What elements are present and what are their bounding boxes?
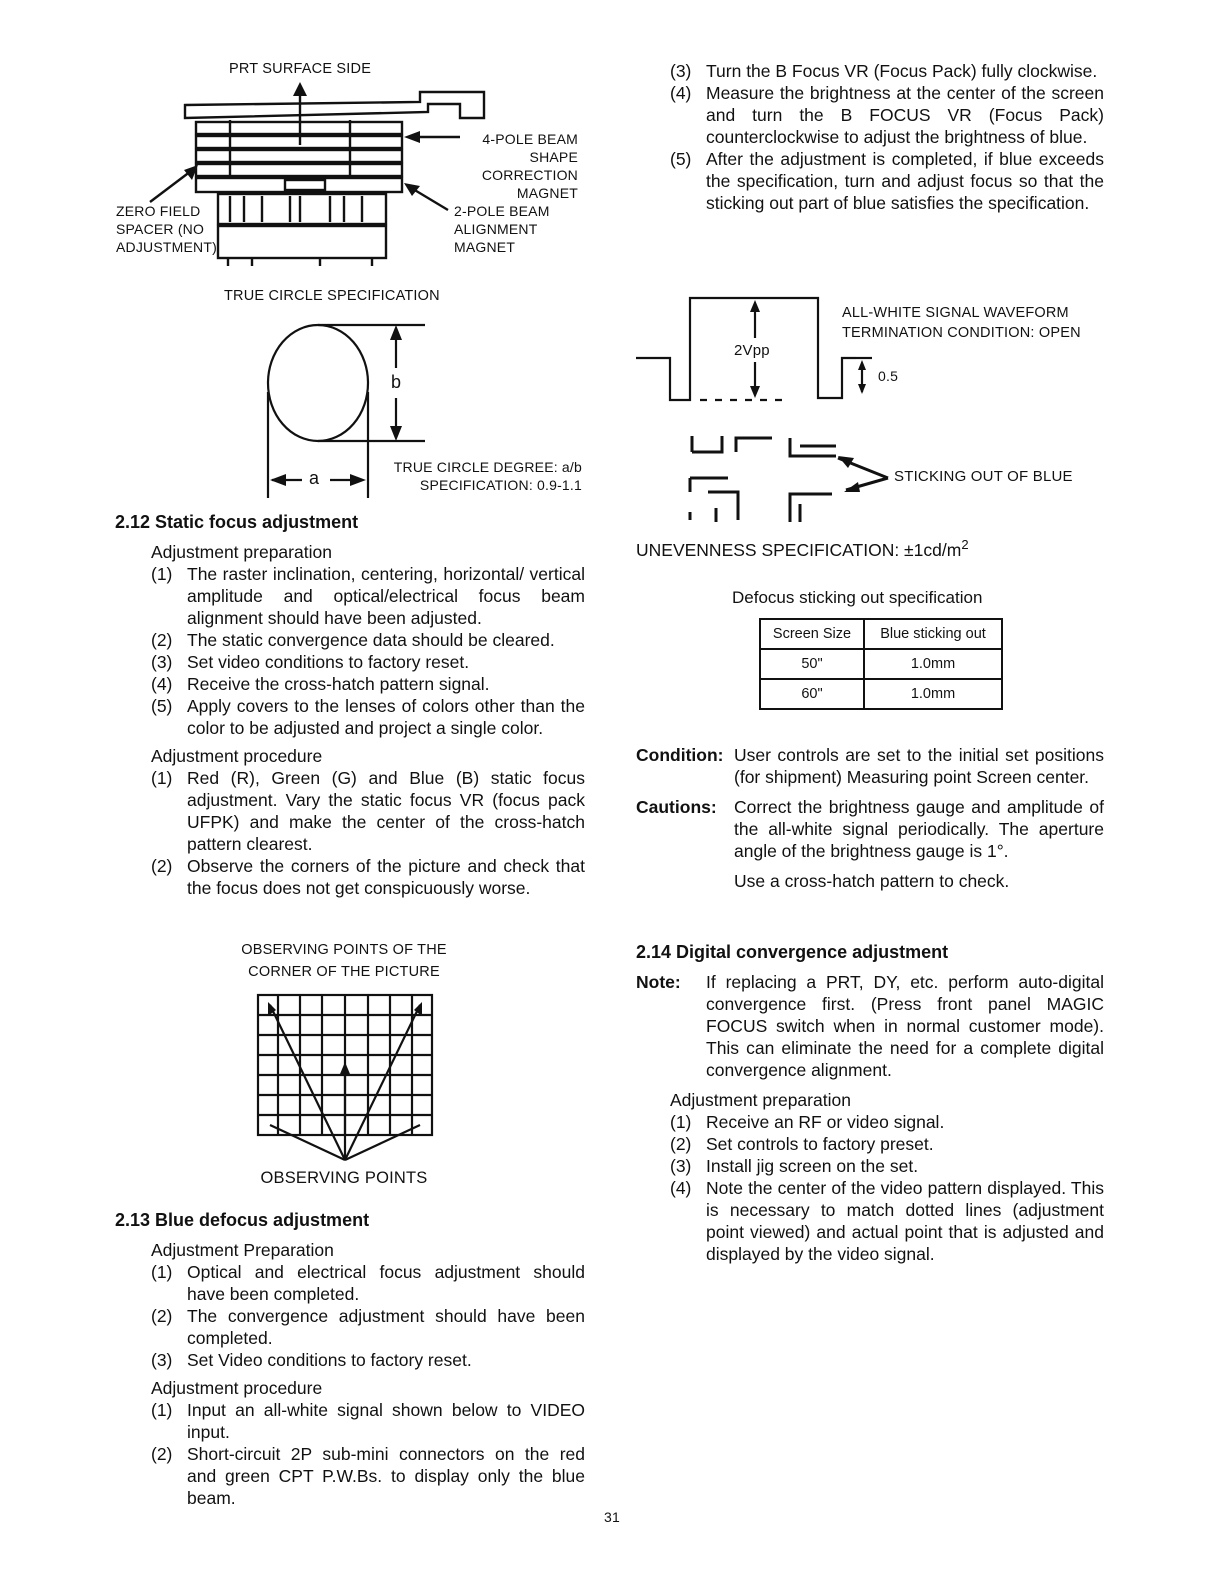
prep-title-2-14: Adjustment preparation	[670, 1090, 851, 1110]
list-item: (4) Measure the brightness at the center of the screen and turn the B FOCUS VR (Focus Pack) counterclockwise to adjust the brightness of blue.	[670, 83, 1104, 147]
grid-caption: OBSERVING POINTS	[260, 1169, 428, 1187]
list-item: (4) Receive the cross-hatch pattern signal.	[151, 674, 490, 694]
condition-row: Condition: User controls are set to the initial set positions (for shipment) Measuring point Screen center.	[636, 745, 1104, 787]
section-2-13	[115, 1209, 585, 1509]
list-item: (3) Set video conditions to factory reset.	[151, 652, 470, 672]
condition-cautions	[636, 744, 1104, 892]
proc-title-2-12: Adjustment procedure	[151, 746, 323, 766]
grid-title: OBSERVING POINTS OF THE CORNER OF THE PICTURE	[241, 942, 447, 980]
small-amplitude-label: 0.5	[878, 368, 899, 384]
proc-list-2-13	[151, 1399, 585, 1509]
waveform-label: ALL-WHITE SIGNAL WAVEFORM TERMINATION CONDITION: OPEN	[842, 305, 1081, 341]
amplitude-label: 2Vpp	[734, 342, 770, 359]
label-4pole: 4-POLE BEAM SHAPE CORRECTION MAGNET	[481, 131, 578, 201]
label-b: b	[391, 372, 402, 392]
proc-title-2-13: Adjustment procedure	[151, 1378, 323, 1398]
heading-2-13: 2.13 Blue defocus adjustment	[115, 1210, 370, 1230]
cautions-row: Cautions: Correct the brightness gauge and amplitude of the all-white signal periodically. The aperture angle of the brightness gauge is 1°. Use a cross-hatch pattern to check.	[636, 797, 1104, 891]
list-item: (1) The raster inclination, centering, horizontal/ vertical amplitude and optical/electrical focus beam alignment should have been adjusted.	[151, 564, 585, 628]
sticking-label: STICKING OUT OF BLUE	[894, 468, 1073, 485]
circle-spec: TRUE CIRCLE DEGREE: a/b SPECIFICATION: 0.9-1.1	[393, 459, 582, 493]
true-circle-title: TRUE CIRCLE SPECIFICATION	[224, 288, 440, 304]
list-item: (2) Short-circuit 2P sub-mini connectors on the red and green CPT P.W.Bs. to display only the blue beam.	[151, 1444, 585, 1508]
heading-2-12: 2.12 Static focus adjustment	[115, 512, 359, 532]
list-item: (1) Red (R), Green (G) and Blue (B) static focus adjustment. Vary the static focus VR (focus pack UFPK) and make the center of the cross-hatch pattern clearest.	[151, 768, 585, 854]
list-item: (4) Note the center of the video pattern displayed. This is necessary to match dotted lines (adjustment point viewed) and actual point that is adjusted and displayed by the video signal.	[670, 1178, 1104, 1264]
list-item: (1) Input an all-white signal shown below to VIDEO input.	[151, 1400, 585, 1442]
defocus-table-title: Defocus sticking out specification	[732, 588, 983, 607]
list-item: (3) Install jig screen on the set.	[670, 1156, 919, 1176]
list-item: (2) The convergence adjustment should have been completed.	[151, 1306, 585, 1348]
list-item: (2) Set controls to factory preset.	[670, 1134, 934, 1154]
prep-title-2-12: Adjustment preparation	[151, 542, 332, 562]
list-item: (3) Set Video conditions to factory reset.	[151, 1350, 472, 1370]
list-item: (1) Optical and electrical focus adjustment should have been completed.	[151, 1262, 585, 1304]
list-item: (1) Receive an RF or video signal.	[670, 1112, 945, 1132]
table-header: Blue sticking out	[864, 619, 1002, 649]
prep-title-2-13: Adjustment Preparation	[151, 1240, 334, 1260]
defocus-table	[759, 618, 1003, 710]
list-item: (3) Turn the B Focus VR (Focus Pack) fully clockwise.	[670, 61, 1098, 81]
table-header: Screen Size	[760, 619, 864, 649]
unevenness-spec: UNEVENNESS SPECIFICATION: $\pm 1cd/m^2$	[636, 537, 969, 560]
prt-surface-label: PRT SURFACE SIDE	[229, 61, 372, 77]
table-row: 60" 1.0mm	[760, 679, 1002, 709]
heading-2-14: 2.14 Digital convergence adjustment	[636, 942, 949, 962]
list-item: (5) After the adjustment is completed, if blue exceeds the specification, turn and adjust focus so that the sticking out part of blue satisfies the specification.	[670, 149, 1104, 213]
label-a: a	[309, 468, 320, 488]
label-2pole: 2-POLE BEAM ALIGNMENT MAGNET	[454, 203, 550, 255]
prep-list-2-14	[670, 1111, 1104, 1265]
table-row: 50" 1.0mm	[760, 649, 1002, 679]
prep-list-2-13	[151, 1261, 585, 1371]
sticking-drawing	[0, 0, 1224, 540]
list-item: (2) Observe the corners of the picture and check that the focus does not get conspicuously worse.	[151, 856, 585, 898]
list-item: (5) Apply covers to the lenses of colors other than the color to be adjusted and project a single color.	[151, 696, 585, 738]
note-row: Note: If replacing a PRT, DY, etc. perform auto-digital convergence first. (Press front panel MAGIC FOCUS switch when in normal customer mode). This can eliminate the need for a complete digital convergence alignment.	[636, 972, 1104, 1080]
page-number: 31	[604, 1509, 620, 1525]
section-2-14	[636, 941, 1104, 1265]
list-item: (2) The static convergence data should be cleared.	[151, 630, 555, 650]
label-zero-field: ZERO FIELD SPACER (NO ADJUSTMENT)	[116, 203, 217, 255]
